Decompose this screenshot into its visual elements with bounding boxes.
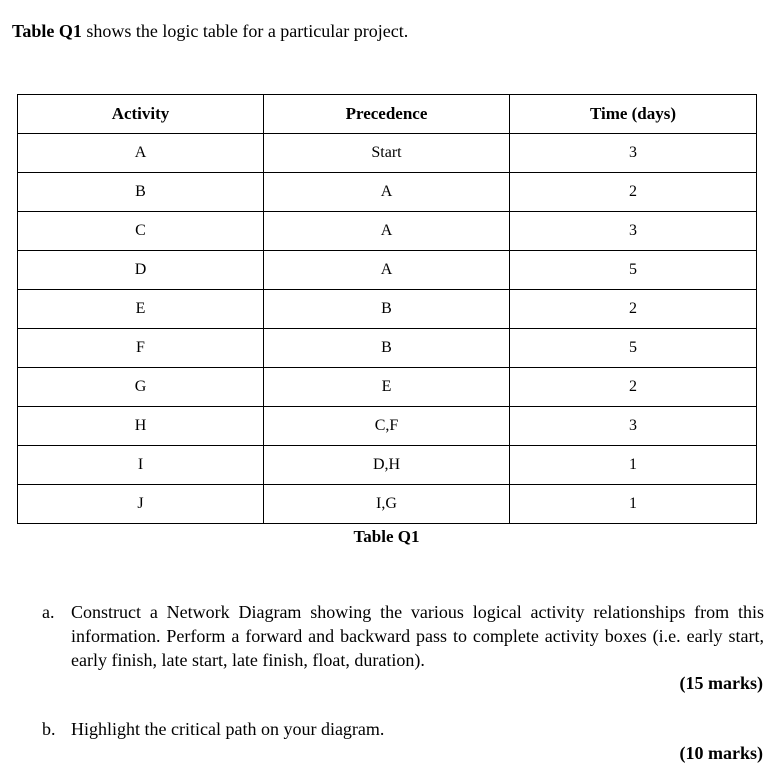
intro-text: shows the logic table for a particular project. — [81, 21, 409, 41]
header-time: Time (days) — [510, 95, 757, 134]
precedence-cell: D,H — [264, 446, 510, 485]
activity-cell: E — [18, 290, 264, 329]
time-cell: 3 — [510, 134, 757, 173]
time-cell: 2 — [510, 173, 757, 212]
activity-cell: H — [18, 407, 264, 446]
table-row — [18, 368, 757, 407]
question-a — [42, 600, 764, 672]
activity-cell: A — [18, 134, 264, 173]
table-row — [18, 329, 757, 368]
marks-label: (10 marks) — [679, 743, 763, 763]
header-precedence: Precedence — [264, 95, 510, 134]
activity-cell: I — [18, 446, 264, 485]
time-cell: 1 — [510, 485, 757, 524]
logic-table — [17, 94, 757, 524]
table-header-row — [18, 95, 757, 134]
precedence-cell: A — [264, 251, 510, 290]
activity-cell: B — [18, 173, 264, 212]
time-cell: 3 — [510, 212, 757, 251]
question-b — [42, 717, 764, 741]
question-letter: a. — [42, 602, 55, 622]
question-text: Highlight the critical path on your diagram. — [71, 719, 385, 739]
question-letter: b. — [42, 719, 56, 739]
activity-cell: G — [18, 368, 264, 407]
table-row — [18, 212, 757, 251]
precedence-cell: E — [264, 368, 510, 407]
table-row — [18, 485, 757, 524]
question-text: Construct a Network Diagram showing the various logical activity relationships from this information. Perform a forward and backward pass to complete activity boxes (i.e. early start, early finish, late start, late finish, float, duration). — [71, 602, 764, 670]
time-cell: 5 — [510, 329, 757, 368]
table-row — [18, 446, 757, 485]
time-cell: 3 — [510, 407, 757, 446]
precedence-cell: I,G — [264, 485, 510, 524]
precedence-cell: C,F — [264, 407, 510, 446]
precedence-cell: B — [264, 290, 510, 329]
activity-cell: C — [18, 212, 264, 251]
table-row — [18, 290, 757, 329]
precedence-cell: B — [264, 329, 510, 368]
activity-cell: J — [18, 485, 264, 524]
precedence-cell: Start — [264, 134, 510, 173]
precedence-cell: A — [264, 173, 510, 212]
table-row — [18, 134, 757, 173]
table-caption: Table Q1 — [353, 527, 420, 546]
activity-cell: F — [18, 329, 264, 368]
table-row — [18, 407, 757, 446]
intro-sentence — [12, 20, 408, 42]
precedence-cell: A — [264, 212, 510, 251]
table-row — [18, 173, 757, 212]
time-cell: 2 — [510, 290, 757, 329]
table-row — [18, 251, 757, 290]
activity-cell: D — [18, 251, 264, 290]
marks-label: (15 marks) — [679, 673, 763, 693]
time-cell: 5 — [510, 251, 757, 290]
table-reference: Table Q1 — [12, 21, 82, 41]
header-activity: Activity — [18, 95, 264, 134]
time-cell: 1 — [510, 446, 757, 485]
time-cell: 2 — [510, 368, 757, 407]
